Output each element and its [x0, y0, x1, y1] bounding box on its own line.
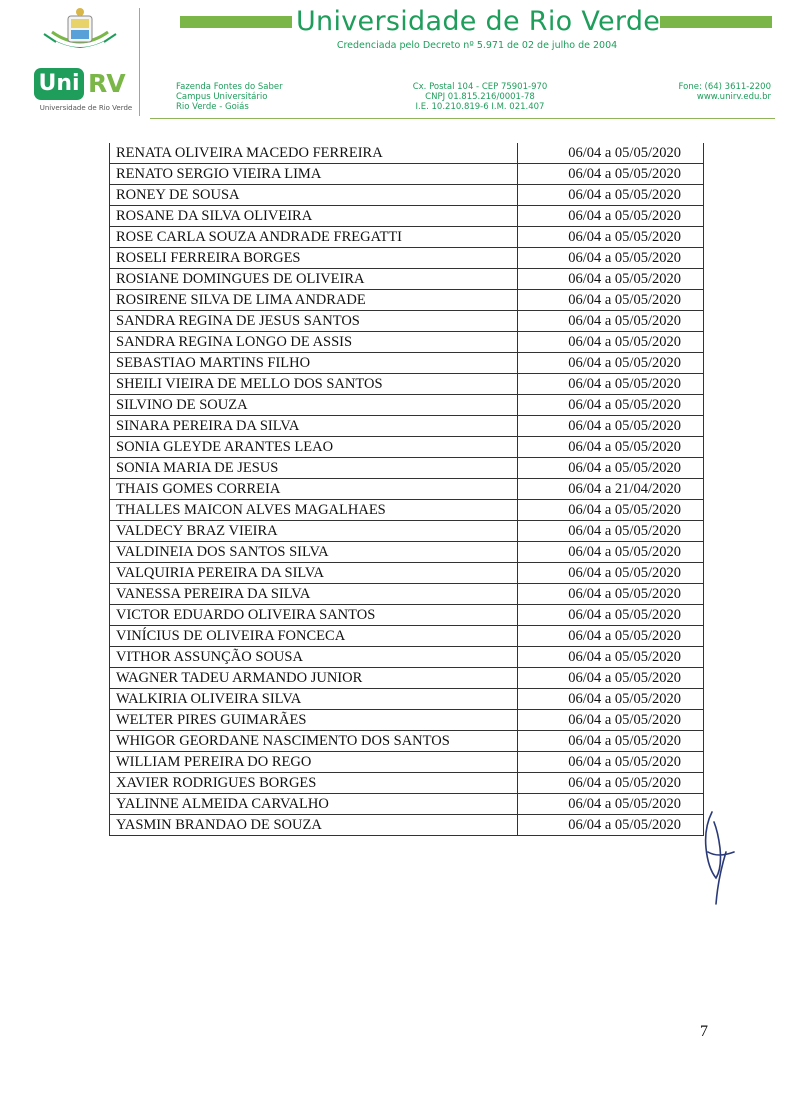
employee-name-cell: ROSE CARLA SOUZA ANDRADE FREGATTI	[110, 227, 518, 248]
table-row	[110, 773, 704, 794]
table-row	[110, 563, 704, 584]
table-row	[110, 227, 704, 248]
employee-name-cell: THALLES MAICON ALVES MAGALHAES	[110, 500, 518, 521]
leave-period-cell: 06/04 a 05/05/2020	[518, 605, 704, 626]
leave-period-cell: 06/04 a 05/05/2020	[518, 227, 704, 248]
university-name: Universidade de Rio Verde	[296, 6, 661, 37]
employee-name-cell: YASMIN BRANDAO DE SOUZA	[110, 815, 518, 836]
table-row	[110, 353, 704, 374]
leave-period-cell: 06/04 a 05/05/2020	[518, 332, 704, 353]
header-rule	[150, 118, 775, 119]
table-row	[110, 290, 704, 311]
employee-name-cell: SONIA GLEYDE ARANTES LEAO	[110, 437, 518, 458]
leave-period-cell: 06/04 a 05/05/2020	[518, 542, 704, 563]
leave-period-cell: 06/04 a 05/05/2020	[518, 710, 704, 731]
employee-name-cell: VALDECY BRAZ VIEIRA	[110, 521, 518, 542]
table-row	[110, 584, 704, 605]
contact-website: www.unirv.edu.br	[696, 92, 771, 102]
table-row	[110, 269, 704, 290]
university-crest-icon	[40, 6, 120, 56]
header-divider	[139, 8, 140, 116]
leave-period-cell: 06/04 a 05/05/2020	[518, 248, 704, 269]
table-row	[110, 185, 704, 206]
table-row	[110, 374, 704, 395]
postal-line: I.E. 10.210.819-6 I.M. 021.407	[415, 102, 545, 112]
unirv-logo	[34, 68, 138, 104]
employee-name-cell: SONIA MARIA DE JESUS	[110, 458, 518, 479]
employee-name-cell: SANDRA REGINA DE JESUS SANTOS	[110, 311, 518, 332]
employee-name-cell: VANESSA PEREIRA DA SILVA	[110, 584, 518, 605]
table-row	[110, 458, 704, 479]
employee-name-cell: RENATO SERGIO VIEIRA LIMA	[110, 164, 518, 185]
header-bar-left	[180, 16, 292, 28]
employee-name-cell: WHIGOR GEORDANE NASCIMENTO DOS SANTOS	[110, 731, 518, 752]
leave-period-cell: 06/04 a 05/05/2020	[518, 416, 704, 437]
address-line: Campus Universitário	[176, 92, 268, 102]
employee-name-cell: VALDINEIA DOS SANTOS SILVA	[110, 542, 518, 563]
table-body	[110, 143, 704, 836]
employee-name-cell: WALKIRIA OLIVEIRA SILVA	[110, 689, 518, 710]
leave-period-cell: 06/04 a 05/05/2020	[518, 563, 704, 584]
employee-name-cell: ROSIANE DOMINGUES DE OLIVEIRA	[110, 269, 518, 290]
table-row	[110, 479, 704, 500]
leave-period-cell: 06/04 a 05/05/2020	[518, 689, 704, 710]
header-bar-right	[660, 16, 772, 28]
table-row	[110, 647, 704, 668]
table-row	[110, 605, 704, 626]
employee-name-cell: VALQUIRIA PEREIRA DA SILVA	[110, 563, 518, 584]
leave-period-cell: 06/04 a 05/05/2020	[518, 143, 704, 164]
employee-name-cell: SILVINO DE SOUZA	[110, 395, 518, 416]
contact-phone: Fone: (64) 3611-2200	[678, 82, 771, 92]
leave-period-cell: 06/04 a 05/05/2020	[518, 206, 704, 227]
leave-period-cell: 06/04 a 05/05/2020	[518, 521, 704, 542]
leave-period-cell: 06/04 a 05/05/2020	[518, 269, 704, 290]
employee-name-cell: XAVIER RODRIGUES BORGES	[110, 773, 518, 794]
leave-period-cell: 06/04 a 05/05/2020	[518, 185, 704, 206]
employee-name-cell: RONEY DE SOUSA	[110, 185, 518, 206]
table-row	[110, 500, 704, 521]
postal-line: CNPJ 01.815.216/0001-78	[425, 92, 535, 102]
leave-period-cell: 06/04 a 05/05/2020	[518, 815, 704, 836]
logo-uni-text: Uni	[34, 68, 84, 100]
table-row	[110, 794, 704, 815]
page-number: 7	[700, 1023, 708, 1040]
table-row	[110, 626, 704, 647]
logo-rv-text: RV	[88, 69, 125, 98]
employee-name-cell: WELTER PIRES GUIMARÃES	[110, 710, 518, 731]
employee-name-cell: YALINNE ALMEIDA CARVALHO	[110, 794, 518, 815]
employee-name-cell: VINÍCIUS DE OLIVEIRA FONCECA	[110, 626, 518, 647]
employee-name-cell: SANDRA REGINA LONGO DE ASSIS	[110, 332, 518, 353]
address-block	[176, 82, 283, 112]
leave-period-cell: 06/04 a 21/04/2020	[518, 479, 704, 500]
leave-period-cell: 06/04 a 05/05/2020	[518, 290, 704, 311]
accreditation-text: Credenciada pelo Decreto nº 5.971 de 02 de julho de 2004	[336, 40, 618, 51]
employee-name-cell: THAIS GOMES CORREIA	[110, 479, 518, 500]
table-row	[110, 332, 704, 353]
table-row	[110, 311, 704, 332]
table-row	[110, 668, 704, 689]
leave-period-cell: 06/04 a 05/05/2020	[518, 752, 704, 773]
employee-name-cell: ROSANE DA SILVA OLIVEIRA	[110, 206, 518, 227]
leave-period-cell: 06/04 a 05/05/2020	[518, 794, 704, 815]
logo-caption: Universidade de Rio Verde	[39, 104, 133, 112]
employee-name-cell: ROSELI FERREIRA BORGES	[110, 248, 518, 269]
leave-period-cell: 06/04 a 05/05/2020	[518, 353, 704, 374]
table-row	[110, 437, 704, 458]
table-row	[110, 731, 704, 752]
address-line: Fazenda Fontes do Saber	[176, 82, 283, 92]
table-row	[110, 206, 704, 227]
table-row	[110, 395, 704, 416]
table-row	[110, 143, 704, 164]
leave-period-cell: 06/04 a 05/05/2020	[518, 437, 704, 458]
leave-period-cell: 06/04 a 05/05/2020	[518, 731, 704, 752]
postal-line: Cx. Postal 104 - CEP 75901-970	[412, 82, 548, 92]
table-row	[110, 752, 704, 773]
employee-table	[109, 143, 704, 836]
leave-period-cell: 06/04 a 05/05/2020	[518, 626, 704, 647]
leave-period-cell: 06/04 a 05/05/2020	[518, 647, 704, 668]
leave-period-cell: 06/04 a 05/05/2020	[518, 773, 704, 794]
employee-name-cell: ROSIRENE SILVA DE LIMA ANDRADE	[110, 290, 518, 311]
employee-name-cell: WILLIAM PEREIRA DO REGO	[110, 752, 518, 773]
table-row	[110, 689, 704, 710]
handwritten-signature	[696, 808, 741, 906]
table-row	[110, 815, 704, 836]
table-row	[110, 521, 704, 542]
table-row	[110, 248, 704, 269]
leave-period-cell: 06/04 a 05/05/2020	[518, 500, 704, 521]
leave-period-cell: 06/04 a 05/05/2020	[518, 584, 704, 605]
employee-name-cell: SINARA PEREIRA DA SILVA	[110, 416, 518, 437]
table-row	[110, 164, 704, 185]
leave-period-cell: 06/04 a 05/05/2020	[518, 164, 704, 185]
address-line: Rio Verde - Goiás	[176, 102, 249, 112]
employee-name-cell: VITHOR ASSUNÇÃO SOUSA	[110, 647, 518, 668]
employee-name-cell: RENATA OLIVEIRA MACEDO FERREIRA	[110, 143, 518, 164]
employee-name-cell: SHEILI VIEIRA DE MELLO DOS SANTOS	[110, 374, 518, 395]
leave-period-cell: 06/04 a 05/05/2020	[518, 374, 704, 395]
leave-period-cell: 06/04 a 05/05/2020	[518, 311, 704, 332]
postal-block	[380, 82, 580, 112]
leave-period-cell: 06/04 a 05/05/2020	[518, 458, 704, 479]
table-row	[110, 710, 704, 731]
employee-name-cell: VICTOR EDUARDO OLIVEIRA SANTOS	[110, 605, 518, 626]
employee-name-cell: SEBASTIAO MARTINS FILHO	[110, 353, 518, 374]
contact-block	[679, 82, 771, 102]
leave-period-cell: 06/04 a 05/05/2020	[518, 668, 704, 689]
leave-period-cell: 06/04 a 05/05/2020	[518, 395, 704, 416]
table-row	[110, 416, 704, 437]
table-row	[110, 542, 704, 563]
employee-name-cell: WAGNER TADEU ARMANDO JUNIOR	[110, 668, 518, 689]
